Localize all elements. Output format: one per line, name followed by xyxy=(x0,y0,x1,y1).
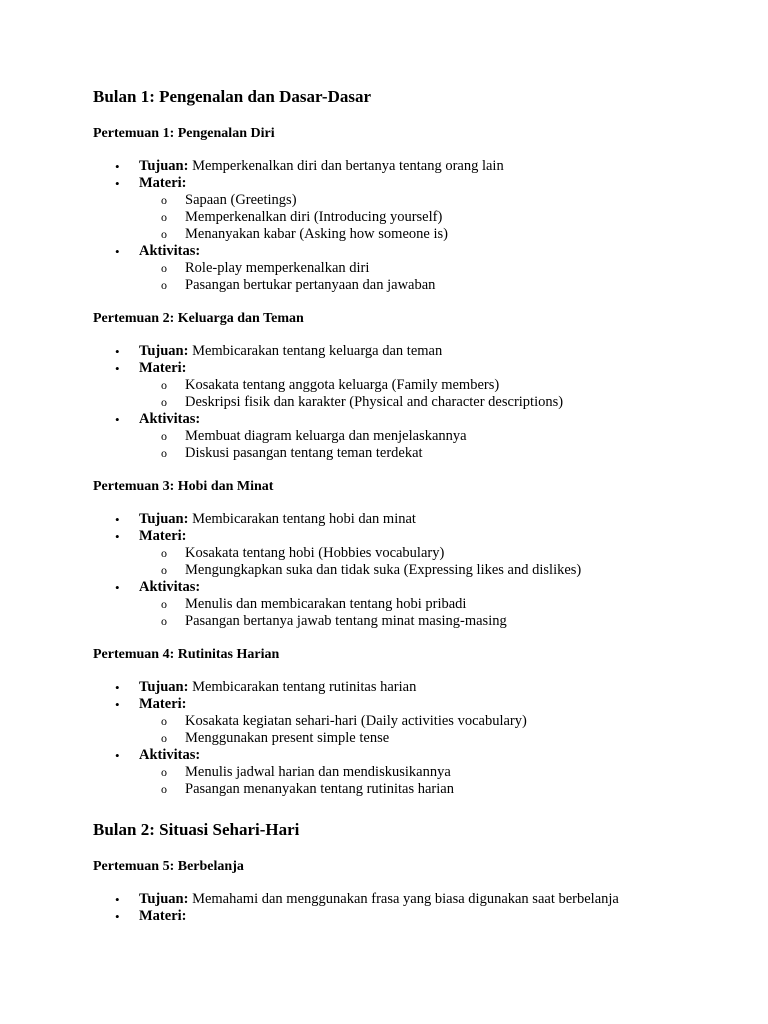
list-item xyxy=(93,908,733,925)
item-label: Tujuan: xyxy=(139,679,189,695)
circle-bullet-icon: o xyxy=(161,782,167,796)
sub-list-item xyxy=(139,377,733,394)
meeting-heading: Pertemuan 4: Rutinitas Harian xyxy=(93,647,280,662)
list-item xyxy=(93,891,733,908)
item-label: Materi: xyxy=(139,360,187,376)
bullet-icon: • xyxy=(115,244,120,259)
sub-item-text: Pasangan menanyakan tentang rutinitas harian xyxy=(185,781,454,797)
sub-list xyxy=(139,260,733,294)
sub-item-text: Kosakata tentang anggota keluarga (Family members) xyxy=(185,377,500,393)
spacer xyxy=(93,294,733,309)
list-item xyxy=(93,528,733,579)
bullet-icon: • xyxy=(115,680,120,695)
meeting-list xyxy=(93,343,733,462)
sub-item-text: Memperkenalkan diri (Introducing yourself) xyxy=(185,209,443,225)
circle-bullet-icon: o xyxy=(161,210,167,224)
item-label: Tujuan: xyxy=(139,158,189,174)
spacer xyxy=(93,925,733,940)
sub-list-item xyxy=(139,445,733,462)
meeting-list xyxy=(93,511,733,630)
list-item xyxy=(93,679,733,696)
sub-list-item xyxy=(139,277,733,294)
sub-list xyxy=(139,764,733,798)
sub-list-item xyxy=(139,545,733,562)
meeting-heading: Pertemuan 3: Hobi dan Minat xyxy=(93,479,274,494)
sub-list-item xyxy=(139,730,733,747)
list-item xyxy=(93,158,733,175)
meeting-heading: Pertemuan 5: Berbelanja xyxy=(93,859,244,874)
sub-list-item xyxy=(139,226,733,243)
spacer xyxy=(93,329,733,343)
list-item xyxy=(93,511,733,528)
item-label: Materi: xyxy=(139,528,187,544)
item-text: Memahami dan menggunakan frasa yang biasa digunakan saat berbelanja xyxy=(188,891,619,907)
bullet-icon: • xyxy=(115,580,120,595)
item-label: Materi: xyxy=(139,908,187,924)
spacer xyxy=(93,841,733,857)
spacer xyxy=(93,877,733,891)
sub-list-item xyxy=(139,428,733,445)
sub-item-text: Kosakata kegiatan sehari-hari (Daily activities vocabulary) xyxy=(185,713,527,729)
bullet-icon: • xyxy=(115,697,120,712)
sub-item-text: Menggunakan present simple tense xyxy=(185,730,390,746)
sub-item-text: Diskusi pasangan tentang teman terdekat xyxy=(185,445,423,461)
circle-bullet-icon: o xyxy=(161,614,167,628)
item-label: Aktivitas: xyxy=(139,411,201,427)
sub-list xyxy=(139,377,733,411)
bullet-icon: • xyxy=(115,159,120,174)
bullet-icon: • xyxy=(115,412,120,427)
bullet-icon: • xyxy=(115,892,120,907)
sub-list-item xyxy=(139,764,733,781)
spacer xyxy=(93,630,733,645)
month-heading: Bulan 2: Situasi Sehari-Hari xyxy=(93,820,300,839)
sub-item-text: Kosakata tentang hobi (Hobbies vocabulary) xyxy=(185,545,445,561)
sub-list xyxy=(139,596,733,630)
meeting-list xyxy=(93,679,733,798)
item-label: Tujuan: xyxy=(139,891,189,907)
list-item xyxy=(93,243,733,294)
sub-item-text: Deskripsi fisik dan karakter (Physical and character descriptions) xyxy=(185,394,564,410)
sub-list-item xyxy=(139,781,733,798)
circle-bullet-icon: o xyxy=(161,193,167,207)
sub-list xyxy=(139,545,733,579)
item-label: Aktivitas: xyxy=(139,579,201,595)
item-label: Aktivitas: xyxy=(139,747,201,763)
sub-list-item xyxy=(139,260,733,277)
document-body xyxy=(93,86,733,940)
bullet-icon: • xyxy=(115,529,120,544)
sub-list-item xyxy=(139,562,733,579)
sub-item-text: Menulis dan membicarakan tentang hobi pribadi xyxy=(185,596,467,612)
list-item xyxy=(93,747,733,798)
bullet-icon: • xyxy=(115,361,120,376)
meeting-list xyxy=(93,158,733,294)
item-label: Materi: xyxy=(139,696,187,712)
sub-item-text: Mengungkapkan suka dan tidak suka (Expressing likes and dislikes) xyxy=(185,562,582,578)
sub-item-text: Pasangan bertukar pertanyaan dan jawaban xyxy=(185,277,436,293)
sub-list-item xyxy=(139,209,733,226)
circle-bullet-icon: o xyxy=(161,714,167,728)
circle-bullet-icon: o xyxy=(161,765,167,779)
item-text: Membicarakan tentang hobi dan minat xyxy=(188,511,416,527)
sub-item-text: Sapaan (Greetings) xyxy=(185,192,297,208)
sub-list-item xyxy=(139,613,733,630)
bullet-icon: • xyxy=(115,748,120,763)
list-item xyxy=(93,175,733,243)
circle-bullet-icon: o xyxy=(161,446,167,460)
item-label: Aktivitas: xyxy=(139,243,201,259)
meeting-list xyxy=(93,891,733,925)
sub-list xyxy=(139,192,733,243)
circle-bullet-icon: o xyxy=(161,563,167,577)
sub-list-item xyxy=(139,713,733,730)
list-item xyxy=(93,579,733,630)
circle-bullet-icon: o xyxy=(161,597,167,611)
spacer xyxy=(93,497,733,511)
bullet-icon: • xyxy=(115,512,120,527)
item-label: Tujuan: xyxy=(139,511,189,527)
meeting-heading: Pertemuan 2: Keluarga dan Teman xyxy=(93,311,304,326)
sub-list-item xyxy=(139,394,733,411)
list-item xyxy=(93,411,733,462)
item-label: Tujuan: xyxy=(139,343,189,359)
sub-list xyxy=(139,713,733,747)
item-text: Membicarakan tentang keluarga dan teman xyxy=(188,343,443,359)
spacer xyxy=(93,665,733,679)
circle-bullet-icon: o xyxy=(161,546,167,560)
sub-item-text: Menanyakan kabar (Asking how someone is) xyxy=(185,226,448,242)
circle-bullet-icon: o xyxy=(161,378,167,392)
sub-item-text: Menulis jadwal harian dan mendiskusikannya xyxy=(185,764,451,780)
circle-bullet-icon: o xyxy=(161,278,167,292)
list-item xyxy=(93,696,733,747)
sub-item-text: Pasangan bertanya jawab tentang minat masing-masing xyxy=(185,613,507,629)
circle-bullet-icon: o xyxy=(161,227,167,241)
circle-bullet-icon: o xyxy=(161,395,167,409)
list-item xyxy=(93,343,733,360)
spacer xyxy=(93,108,733,124)
spacer xyxy=(93,798,733,813)
item-text: Memperkenalkan diri dan bertanya tentang orang lain xyxy=(188,158,504,174)
month-heading: Bulan 1: Pengenalan dan Dasar-Dasar xyxy=(93,87,372,106)
bullet-icon: • xyxy=(115,176,120,191)
list-item xyxy=(93,360,733,411)
item-text: Membicarakan tentang rutinitas harian xyxy=(188,679,417,695)
circle-bullet-icon: o xyxy=(161,261,167,275)
bullet-icon: • xyxy=(115,344,120,359)
sub-list xyxy=(139,428,733,462)
sub-list-item xyxy=(139,596,733,613)
circle-bullet-icon: o xyxy=(161,429,167,443)
spacer xyxy=(93,144,733,158)
sub-item-text: Membuat diagram keluarga dan menjelaskannya xyxy=(185,428,467,444)
bullet-icon: • xyxy=(115,909,120,924)
sub-list-item xyxy=(139,192,733,209)
spacer xyxy=(93,462,733,477)
meeting-heading: Pertemuan 1: Pengenalan Diri xyxy=(93,126,275,141)
item-label: Materi: xyxy=(139,175,187,191)
sub-item-text: Role-play memperkenalkan diri xyxy=(185,260,370,276)
circle-bullet-icon: o xyxy=(161,731,167,745)
